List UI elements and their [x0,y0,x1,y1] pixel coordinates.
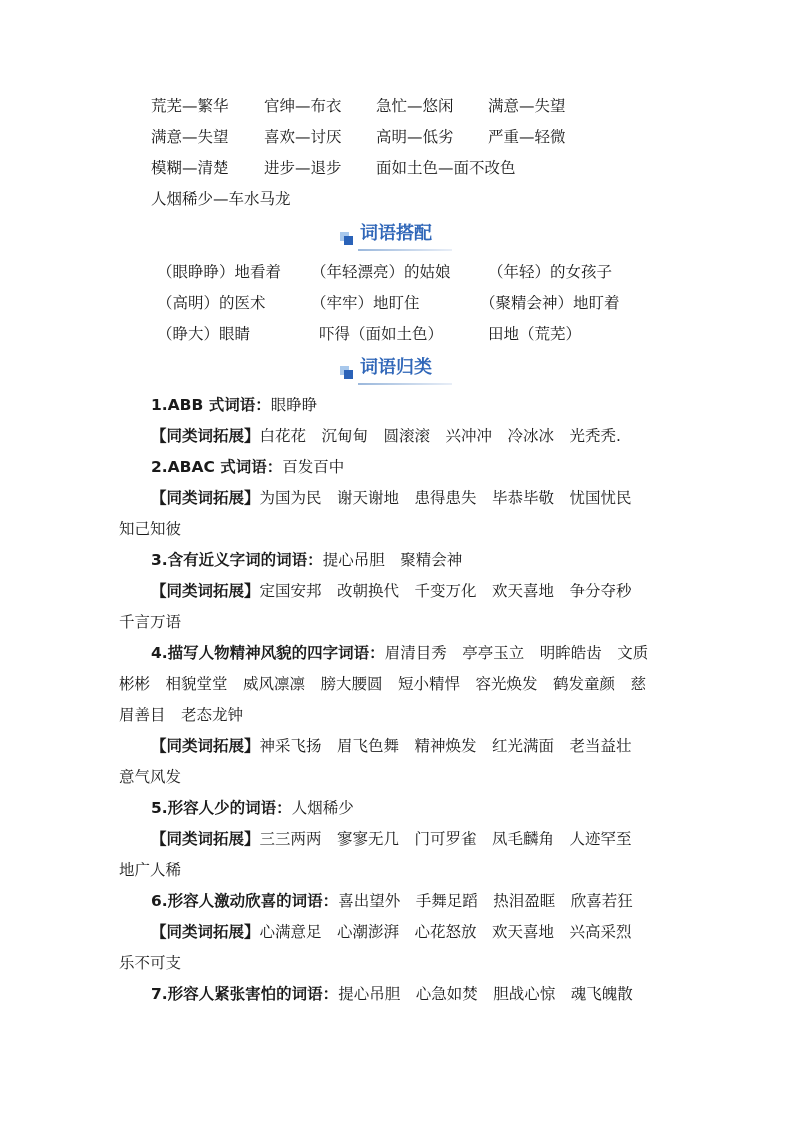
category-line-wrap: 彬彬 相貌堂堂 威风凛凛 膀大腰圆 短小精悍 容光焕发 鹤发童颜 慈 [119,675,647,693]
category-heading: 3.含有近义字词的词语： [151,551,323,569]
antonym-pair: 高明—低劣 [376,128,454,146]
extension-line [151,826,632,852]
collocation-item: （牢牢）地盯住 [311,294,420,312]
antonym-pair: 严重—轻微 [488,128,566,146]
antonym-pair: 满意—失望 [488,97,566,115]
category-line [151,640,648,666]
title-underline [358,249,452,251]
antonym-pair: 急忙—悠闲 [376,97,454,115]
category-line [151,454,344,480]
category-words: 喜出望外 手舞足蹈 热泪盈眶 欣喜若狂 [338,892,633,910]
extension-words: 心满意足 心潮澎湃 心花怒放 欢天喜地 兴高采烈 [259,923,632,941]
extension-words: 三三两两 寥寥无几 门可罗雀 凤毛麟角 人迹罕至 [259,830,632,848]
collocation-section-title [340,222,460,250]
collocation-item: （眼睁睁）地看着 [157,263,282,281]
antonym-pair: 人烟稀少—车水马龙 [151,190,291,208]
antonym-pair: 进步—退步 [264,159,342,177]
antonym-pair: 满意—失望 [151,128,229,146]
category-heading: 4.描写人物精神风貌的四字词语： [151,644,385,662]
category-line-wrap: 眉善目 老态龙钟 [119,706,244,724]
antonym-pair: 喜欢—讨厌 [264,128,342,146]
antonym-pair: 荒芜—繁华 [151,97,229,115]
collocation-item: 田地（荒芜） [488,325,582,343]
category-words: 人烟稀少 [291,799,354,817]
antonym-pair: 模糊—清楚 [151,159,229,177]
extension-tag: 【同类词拓展】 [151,582,260,600]
title-underline [358,383,452,385]
category-line [151,392,317,418]
category-heading: 1.ABB 式词语： [151,396,271,414]
section-title-text: 词语搭配 [360,223,432,244]
collocation-item: （聚精会神）地盯着 [480,294,620,312]
category-heading: 5.形容人少的词语： [151,799,292,817]
extension-line-wrap: 千言万语 [119,613,182,631]
extension-words: 神采飞扬 眉飞色舞 精神焕发 红光满面 老当益壮 [259,737,632,755]
square-bullet-icon [340,232,353,245]
category-words: 眼睁睁 [270,396,318,414]
category-words: 提心吊胆 聚精会神 [322,551,463,569]
extension-words: 定国安邦 改朝换代 千变万化 欢天喜地 争分夺秒 [259,582,632,600]
collocation-item: 吓得（面如土色） [319,325,444,343]
category-line [151,888,633,914]
extension-line-wrap: 乐不可支 [119,954,182,972]
category-line [151,795,354,821]
category-heading: 2.ABAC 式词语： [151,458,283,476]
category-heading: 7.形容人紧张害怕的词语： [151,985,339,1003]
extension-line-wrap: 地广人稀 [119,861,182,879]
collocation-item: （年轻漂亮）的姑娘 [311,263,451,281]
antonym-pair: 面如土色—面不改色 [376,159,516,177]
square-bullet-icon [340,366,353,379]
category-heading: 6.形容人激动欣喜的词语： [151,892,339,910]
extension-line [151,485,632,511]
extension-line [151,578,632,604]
category-line [151,981,633,1007]
extension-line [151,423,621,449]
extension-line [151,733,632,759]
extension-tag: 【同类词拓展】 [151,830,260,848]
extension-words: 白花花 沉甸甸 圆滚滚 兴冲冲 冷冰冰 光秃秃. [259,427,621,445]
category-words: 眉清目秀 亭亭玉立 明眸皓齿 文质 [384,644,649,662]
category-words: 提心吊胆 心急如焚 胆战心惊 魂飞魄散 [338,985,633,1003]
extension-tag: 【同类词拓展】 [151,427,260,445]
collocation-item: （年轻）的女孩子 [488,263,613,281]
category-line [151,547,462,573]
extension-words: 为国为民 谢天谢地 患得患失 毕恭毕敬 忧国忧民 [259,489,632,507]
collocation-item: （睁大）眼睛 [157,325,251,343]
collocation-item: （高明）的医术 [157,294,266,312]
extension-line-wrap: 意气风发 [119,768,182,786]
extension-tag: 【同类词拓展】 [151,737,260,755]
extension-tag: 【同类词拓展】 [151,923,260,941]
category-words: 百发百中 [282,458,345,476]
classification-section-title [340,356,460,384]
section-title-text: 词语归类 [360,357,432,378]
extension-line [151,919,632,945]
extension-tag: 【同类词拓展】 [151,489,260,507]
extension-line-wrap: 知己知彼 [119,520,182,538]
antonym-pair: 官绅—布衣 [264,97,342,115]
